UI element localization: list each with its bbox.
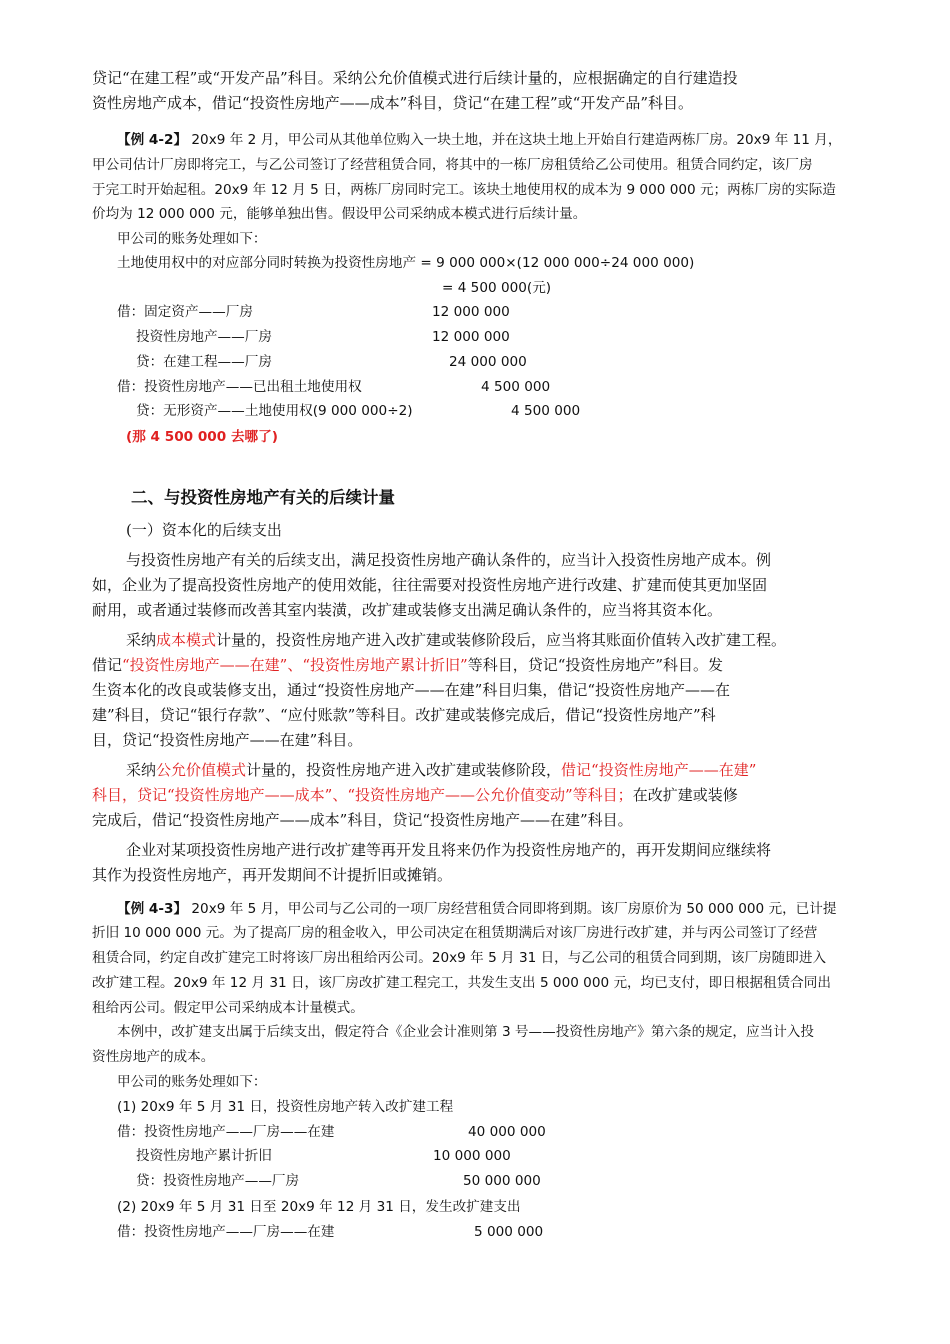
- paragraph-line: 采纳公允价值模式计量的，投资性房地产进入改扩建或装修阶段，借记“投资性房地产——在建”: [126, 761, 757, 779]
- example-line: 资性房地产的成本。: [92, 1049, 215, 1065]
- highlight-text: 科目，贷记“投资性房地产——成本”、“投资性房地产——公允价值变动”等科目；: [92, 786, 633, 804]
- paragraph-line: 耐用，或者通过装修而改善其室内装潢，改扩建或装修支出满足确认条件的，应当将其资本化。: [92, 601, 723, 619]
- journal-entry-account: 贷：在建工程——厂房: [136, 354, 272, 370]
- calculation-line: 土地使用权中的对应部分同时转换为投资性房地产 = 9 000 000×(12 000 000÷24 000 000): [117, 255, 695, 271]
- paragraph-line: 生资本化的改良或装修支出，通过“投资性房地产——在建”科目归集，借记“投资性房地产——在: [92, 681, 731, 699]
- paragraph-line: 建”科目，贷记“银行存款”、“应付账款”等科目。改扩建或装修完成后，借记“投资性房地产”科: [92, 706, 716, 724]
- red-note: (那 4 500 000 去哪了): [126, 429, 278, 445]
- paragraph-line: 与投资性房地产有关的后续支出，满足投资性房地产确认条件的，应当计入投资性房地产成本。例: [126, 551, 772, 569]
- paragraph-line: 其作为投资性房地产，再开发期间不计提折旧或摊销。: [92, 866, 453, 884]
- paragraph-line: 借记“投资性房地产——在建”、“投资性房地产累计折旧”等科目，贷记“投资性房地产”科目。发: [92, 656, 724, 674]
- journal-entry-account: 借：投资性房地产——厂房——在建: [117, 1124, 335, 1140]
- journal-entry-account: 借：投资性房地产——已出租土地使用权: [117, 379, 362, 395]
- section-heading: 二、与投资性房地产有关的后续计量: [131, 488, 395, 507]
- journal-entry-amount: 24 000 000: [449, 354, 527, 370]
- example-line: 租赁合同，约定自改扩建完工时将该厂房出租给丙公司。20x9 年 5 月 31 日，与乙公司的租赁合同到期，该厂房随即进入: [92, 950, 827, 966]
- journal-entry-amount: 10 000 000: [433, 1148, 511, 1164]
- example-line: 租给丙公司。假定甲公司采纳成本计量模式。: [92, 1000, 364, 1016]
- example-line: 折旧 10 000 000 元。为了提高厂房的租金收入，甲公司决定在租赁期满后对该厂房进行改扩建，并与丙公司签订了经营: [92, 925, 818, 941]
- journal-entry-amount: 40 000 000: [468, 1124, 546, 1140]
- accounting-intro: 甲公司的账务处理如下：: [117, 1074, 267, 1090]
- paragraph-line: 企业对某项投资性房地产进行改扩建等再开发且将来仍作为投资性房地产的，再开发期间应继续将: [126, 841, 772, 859]
- journal-entry-account: 贷：投资性房地产——厂房: [136, 1173, 300, 1189]
- journal-entry-account: 贷：无形资产——土地使用权(9 000 000÷2): [136, 403, 413, 419]
- journal-entry-amount: 4 500 000: [481, 379, 551, 395]
- example-tag: 【例 4-3】: [117, 901, 188, 917]
- highlight-text: 公允价值模式: [156, 761, 247, 779]
- example-line: 改扩建工程。20x9 年 12 月 31 日，该厂房改扩建工程完工，共发生支出 5 000 000 元，均已支付，即日根据租赁合同出: [92, 975, 831, 991]
- step-heading: (2) 20x9 年 5 月 31 日至 20x9 年 12 月 31 日，发生改扩建支出: [117, 1199, 521, 1215]
- journal-entry-amount: 5 000 000: [474, 1224, 544, 1240]
- paragraph-line: 目，贷记“投资性房地产——在建”科目。: [92, 731, 363, 749]
- step-heading: (1) 20x9 年 5 月 31 日，投资性房地产转入改扩建工程: [117, 1099, 454, 1115]
- highlight-text: 成本模式: [156, 631, 217, 649]
- calculation-result: = 4 500 000(元): [442, 280, 552, 296]
- journal-entry-account: 投资性房地产——厂房: [136, 329, 272, 345]
- journal-entry-amount: 12 000 000: [432, 304, 510, 320]
- journal-entry-amount: 12 000 000: [432, 329, 510, 345]
- example-tag: 【例 4-2】: [117, 132, 188, 148]
- example-line: 本例中，改扩建支出属于后续支出，假定符合《企业会计准则第 3 号——投资性房地产》第六条的规定，应当计入投: [117, 1024, 814, 1040]
- example-line: 甲公司估计厂房即将完工，与乙公司签订了经营租赁合同，将其中的一栋厂房租赁给乙公司使用。租赁合同约定，该厂房: [92, 157, 813, 173]
- journal-entry-account: 借：固定资产——厂房: [117, 304, 253, 320]
- example-4-3-line-1: 【例 4-3】 20x9 年 5 月，甲公司与乙公司的一项厂房经营租赁合同即将到期。该厂房原价为 50 000 000 元，已计提: [117, 901, 837, 917]
- journal-entry-amount: 4 500 000: [511, 403, 581, 419]
- example-line: 于完工时开始起租。20x9 年 12 月 5 日，两栋厂房同时完工。该块土地使用权的成本为 9 000 000 元；两栋厂房的实际造: [92, 182, 836, 198]
- highlight-text: “投资性房地产——在建”、“投资性房地产累计折旧”: [122, 656, 468, 674]
- paragraph-line: 完成后，借记“投资性房地产——成本”科目，贷记“投资性房地产——在建”科目。: [92, 811, 633, 829]
- subsection-heading: (一）资本化的后续支出: [126, 521, 282, 539]
- example-line: 价均为 12 000 000 元，能够单独出售。假设甲公司采纳成本模式进行后续计量。: [92, 206, 587, 222]
- paragraph-line: 采纳成本模式计量的，投资性房地产进入改扩建或装修阶段后，应当将其账面价值转入改扩建工程。: [126, 631, 787, 649]
- journal-entry-account: 借：投资性房地产——厂房——在建: [117, 1224, 335, 1240]
- paragraph-line: 如，企业为了提高投资性房地产的使用效能，往往需要对投资性房地产进行改建、扩建而使其更加坚固: [92, 576, 768, 594]
- paragraph-line: 资性房地产成本，借记“投资性房地产——成本”科目，贷记“在建工程”或“开发产品”科目。: [92, 94, 694, 112]
- paragraph-line: 贷记“在建工程”或“开发产品”科目。采纳公允价值模式进行后续计量的，应根据确定的自行建造投: [92, 69, 738, 87]
- paragraph-line: 科目，贷记“投资性房地产——成本”、“投资性房地产——公允价值变动”等科目；在改扩建或装修: [92, 786, 738, 804]
- example-4-2-line-1: 【例 4-2】 20x9 年 2 月，甲公司从其他单位购入一块土地，并在这块土地上开始自行建造两栋厂房。20x9 年 11 月，: [117, 132, 842, 148]
- journal-entry-account: 投资性房地产累计折旧: [136, 1148, 272, 1164]
- highlight-text: 借记“投资性房地产——在建”: [561, 761, 757, 779]
- journal-entry-amount: 50 000 000: [463, 1173, 541, 1189]
- accounting-intro: 甲公司的账务处理如下：: [117, 231, 267, 247]
